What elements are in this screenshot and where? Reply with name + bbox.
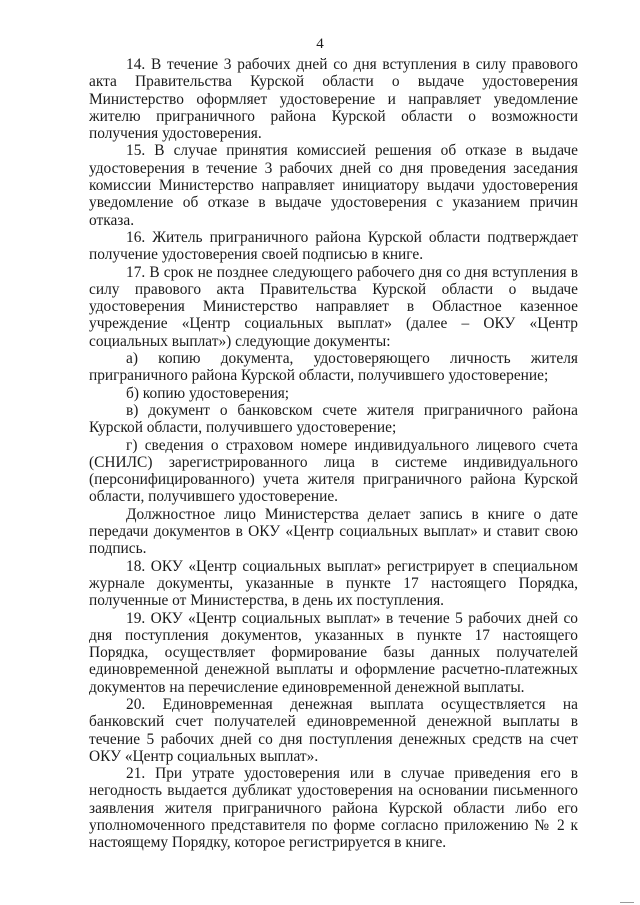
paragraph-17-item-a: а) копию документа, удостоверяющего личность жителя приграничного района Курской области, получившего удостоверение;: [89, 350, 578, 385]
paragraph-21: 21. При утрате удостоверения или в случае приведения его в негодность выдается дубликат удостоверения на основании письменного заявления жителя приграничного района Курской области либо его уполномоченного представителя по форме согласно приложению № 2 к настоящему Порядку, которое регистрируется в книге.: [89, 765, 578, 852]
scan-edge-mark: [620, 896, 634, 903]
paragraph-17-item-v: в) документ о банковском счете жителя приграничного района Курской области, получившего удостоверение;: [89, 401, 578, 437]
document-body: [89, 56, 578, 852]
paragraph-17-item-g: г) сведения о страховом номере индивидуального лицевого счета (СНИЛС) зарегистрированного лица в системе индивидуального (персонифицированного) учета жителя приграничного района Курской области, получившего удостоверение.: [89, 436, 578, 506]
paragraph-15: 15. В случае принятия комиссией решения об отказе в выдаче удостоверения в течение 3 рабочих дней со дня проведения заседания комиссии Министерство направляет инициатору выдачи удостоверения уведомление об отказе в выдаче удостоверения с указанием причин отказа.: [89, 142, 578, 229]
paragraph-19: 19. ОКУ «Центр социальных выплат» в течение 5 рабочих дней со дня поступления документов, указанных в пункте 17 настоящего Порядка, осуществляет формирование базы данных получателей единовременной денежной выплаты и оформление расчетно-платежных документов на перечисление единовременной денежной выплаты.: [89, 609, 578, 696]
paragraph-20: 20. Единовременная денежная выплата осуществляется на банковский счет получателей единовременной денежной выплаты в течение 5 рабочих дней со дня поступления денежных средств на счет ОКУ «Центр социальных выплат».: [89, 695, 578, 765]
paragraph-18: 18. ОКУ «Центр социальных выплат» регистрирует в специальном журнале документы, указанные в пункте 17 настоящего Порядка, полученные от Министерства, в день их поступления.: [89, 557, 578, 610]
paragraph-official-record: Должностное лицо Министерства делает запись в книге о дате передачи документов в ОКУ «Центр социальных выплат» и ставит свою подпись.: [89, 505, 578, 558]
paragraph-17: 17. В срок не позднее следующего рабочего дня со дня вступления в силу правового акта Правительства Курской области о выдаче удостоверения Министерство направляет в Областное казенное учреждение «Центр социальных выплат» (далее – ОКУ «Центр социальных выплат») следующие документы:: [89, 263, 578, 350]
page-number: 4: [316, 36, 324, 52]
paragraph-17-item-b: б) копию удостоверения;: [126, 384, 290, 402]
paragraph-14: 14. В течение 3 рабочих дней со дня вступления в силу правового акта Правительства Курской области о выдаче удостоверения Министерство оформляет удостоверение и направляет уведомление жителю приграничного района Курской области о возможности получения удостоверения.: [89, 56, 578, 143]
paragraph-16: 16. Житель приграничного района Курской области подтверждает получение удостоверения своей подписью в книге.: [89, 228, 578, 264]
